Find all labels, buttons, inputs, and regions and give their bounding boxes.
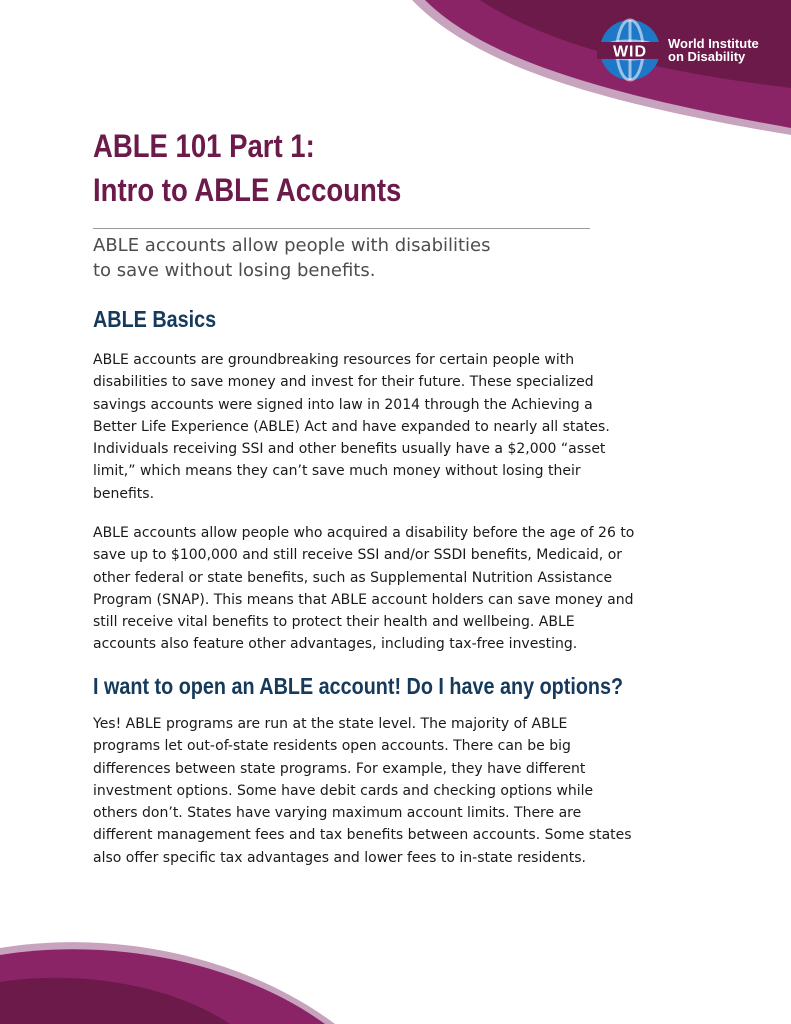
paragraph-line: investment options. Some have debit cards and checking options while <box>93 782 594 799</box>
title-line-2: Intro to ABLE Accounts <box>93 172 402 208</box>
paragraph-line: ABLE accounts allow people who acquired a disability before the age of 26 to <box>93 525 635 541</box>
page-subtitle <box>93 233 491 283</box>
paragraph-line: also offer specific tax advantages and lower fees to in-state residents. <box>93 849 586 866</box>
wid-logo <box>597 18 759 82</box>
section-2-paragraph-1 <box>93 713 632 869</box>
paragraph-line: Better Life Experience (ABLE) Act and have expanded to nearly all states. <box>93 418 610 435</box>
page-title <box>93 124 401 212</box>
logo-name-line-2: on Disability <box>668 49 746 64</box>
section-heading-options: I want to open an ABLE account! Do I have any options? <box>93 673 624 699</box>
paragraph-line: programs let out-of-state residents open accounts. There can be big <box>93 738 571 755</box>
paragraph-line: accounts also feature other advantages, including tax-free investing. <box>93 636 578 653</box>
paragraph-line: still receive vital benefits to protect their health and wellbeing. ABLE <box>93 614 575 631</box>
paragraph-line: other federal or state benefits, such as Supplemental Nutrition Assistance <box>93 569 613 586</box>
section-heading-able-basics: ABLE Basics <box>93 306 217 332</box>
paragraph-line: different management fees and tax benefits between accounts. Some states <box>93 827 632 844</box>
paragraph-line: Yes! ABLE programs are run at the state level. The majority of ABLE <box>93 716 568 732</box>
section-1-paragraph-2 <box>93 522 634 656</box>
title-divider <box>93 228 590 229</box>
paragraph-line: disabilities to save money and invest for their future. These specialized <box>93 374 594 391</box>
title-line-1: ABLE 101 Part 1: <box>93 128 315 164</box>
paragraph-line: limit,” which means they can’t save much money without losing their <box>93 463 581 480</box>
paragraph-line: differences between state programs. For example, they have different <box>93 760 586 777</box>
subtitle-line-2: to save without losing benefits. <box>93 260 376 281</box>
logo-wordmark <box>668 37 759 63</box>
paragraph-line: savings accounts were signed into law in 2014 through the Achieving a <box>93 396 593 413</box>
globe-icon <box>597 18 663 82</box>
logo-mark: WID <box>612 43 648 61</box>
paragraph-line: ABLE accounts are groundbreaking resources for certain people with <box>93 352 575 368</box>
paragraph-line: save up to $100,000 and still receive SSI and/or SSDI benefits, Medicaid, or <box>93 547 623 564</box>
paragraph-line: others don’t. States have varying maximum account limits. There are <box>93 805 582 822</box>
section-1-paragraph-1 <box>93 349 610 505</box>
paragraph-line: Program (SNAP). This means that ABLE account holders can save money and <box>93 591 634 608</box>
subtitle-line-1: ABLE accounts allow people with disabilities <box>93 235 491 256</box>
paragraph-line: benefits. <box>93 485 155 502</box>
paragraph-line: Individuals receiving SSI and other benefits usually have a $2,000 “asset <box>93 441 606 458</box>
logo-name-line-1: World Institute <box>668 36 759 51</box>
